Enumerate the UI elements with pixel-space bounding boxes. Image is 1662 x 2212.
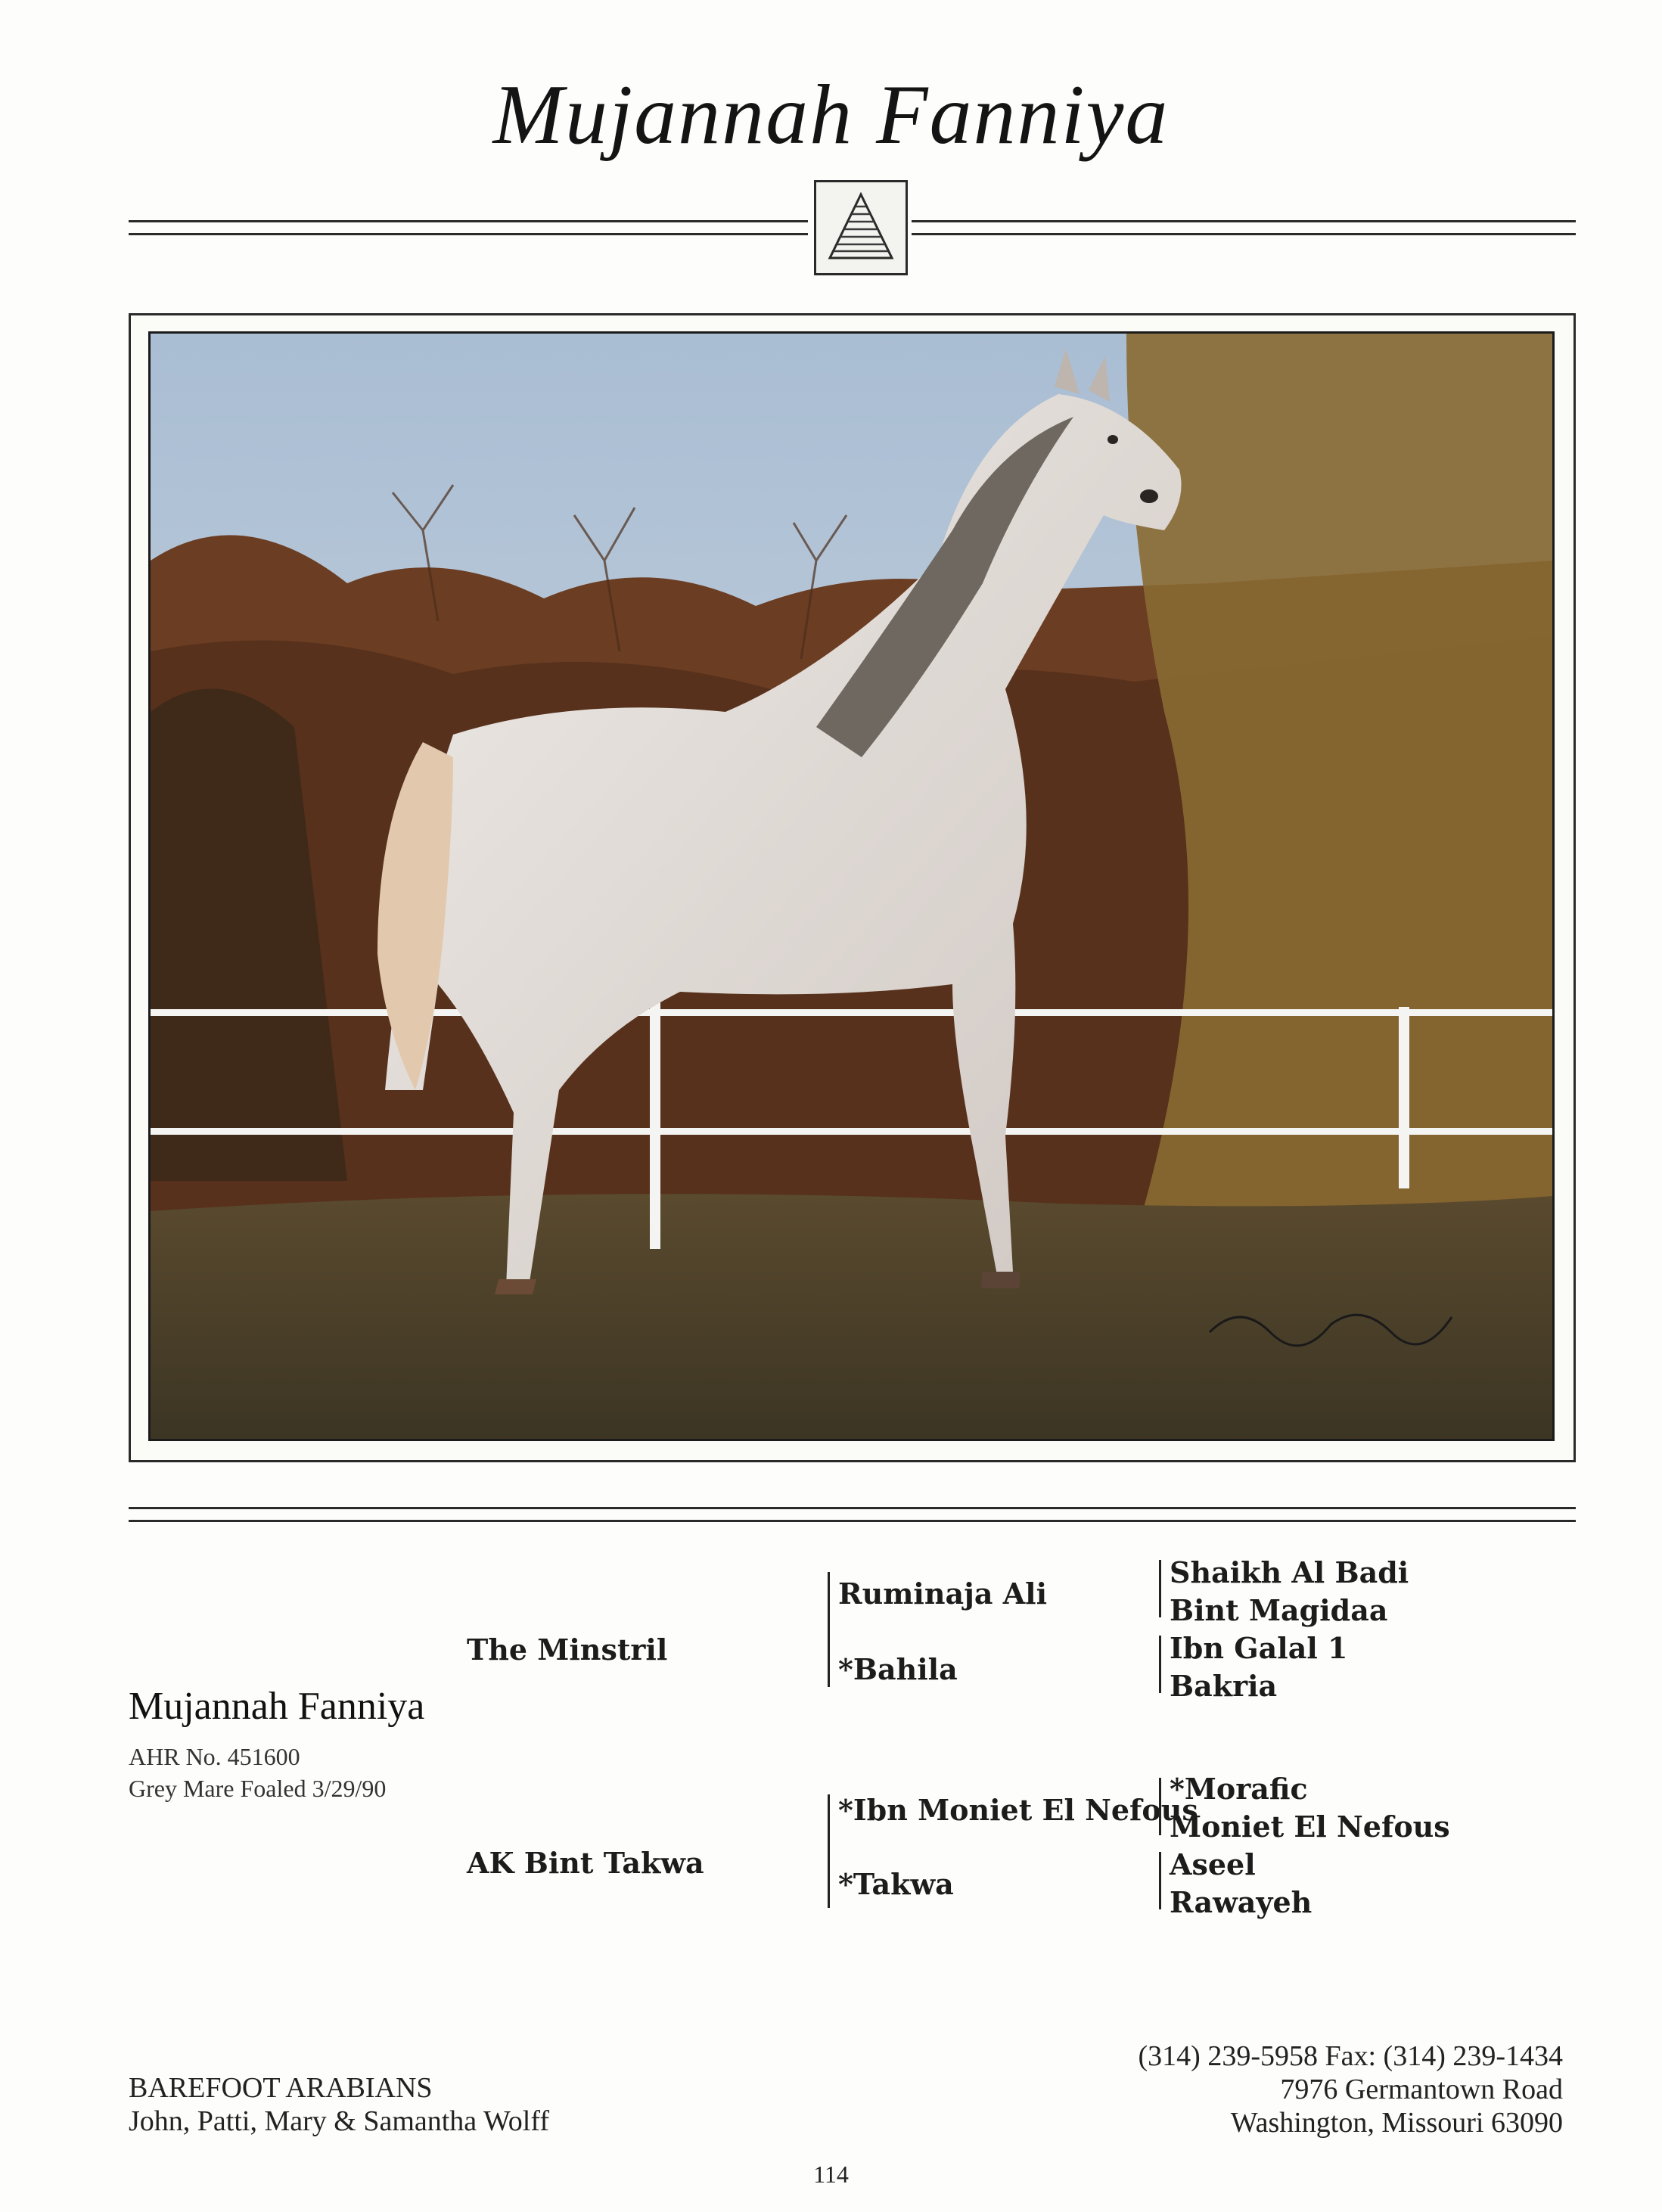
double-rule-left [129,220,808,235]
gen3-ancestor: Bint Magidaa [1170,1593,1388,1627]
dam-name: AK Bint Takwa [467,1846,704,1880]
bracket-line [1159,1778,1161,1835]
bracket-line [1159,1852,1161,1909]
owners-names: John, Patti, Mary & Samantha Wolff [129,2105,549,2137]
gen3-ancestor: Rawayeh [1170,1885,1313,1919]
horse-description: Grey Mare Foaled 3/29/90 [129,1775,387,1802]
horse-name: Mujannah Fanniya [129,1685,425,1728]
bracket-line [828,1794,830,1908]
street-address: 7976 Germantown Road [1280,2074,1563,2105]
bracket-line [1159,1636,1161,1693]
horse-photo [148,331,1555,1441]
gen3-ancestor: Aseel [1170,1847,1256,1881]
gen3-ancestor: *Morafic [1170,1772,1308,1806]
farm-name: BAREFOOT ARABIANS [129,2072,433,2104]
gen3-ancestor: Moniet El Nefous [1170,1810,1450,1844]
gen3-ancestor: Bakria [1170,1669,1278,1703]
double-rule-right [912,220,1576,235]
pyramid-emblem-icon [814,180,908,275]
dam-dam-name: *Takwa [838,1867,954,1901]
sire-name: The Minstril [467,1633,668,1667]
double-rule-middle [129,1507,1576,1522]
gen3-ancestor: Shaikh Al Badi [1170,1555,1409,1589]
bracket-line [828,1572,830,1687]
phone-fax: (314) 239-5958 Fax: (314) 239-1434 [1138,2040,1563,2072]
page-number: 114 [813,2161,849,2188]
gen3-ancestor: Ibn Galal 1 [1170,1631,1348,1665]
dam-sire-name: *Ibn Moniet El Nefous [838,1793,1198,1827]
city-state-zip: Washington, Missouri 63090 [1230,2107,1563,2139]
sire-sire-name: Ruminaja Ali [838,1577,1048,1611]
page-title: Mujannah Fanniya [492,68,1170,162]
registration-number: AHR No. 451600 [129,1743,300,1770]
sire-dam-name: *Bahila [838,1652,958,1686]
bracket-line [1159,1560,1161,1617]
